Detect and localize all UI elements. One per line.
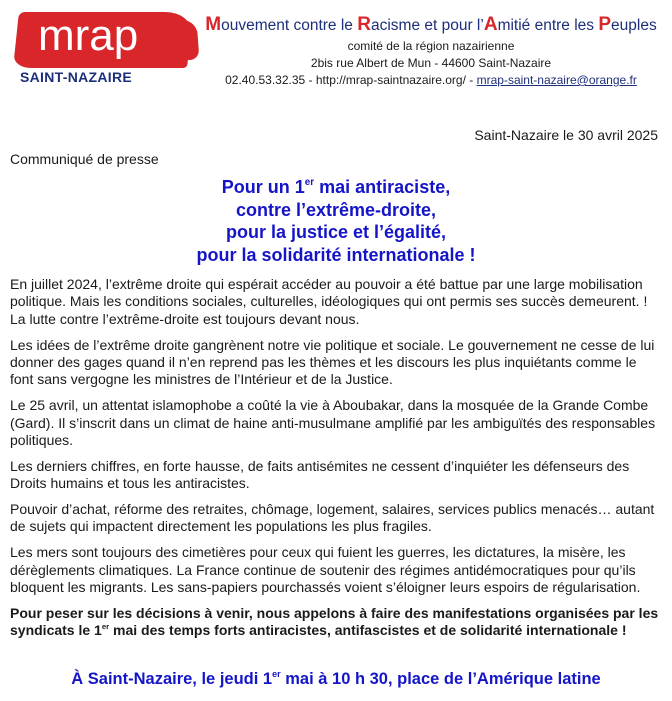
address-line: 2bis rue Albert de Mun - 44600 Saint-Nazaire xyxy=(310,56,552,70)
org-name-word: euples xyxy=(611,17,657,34)
logo-city: SAINT-NAZAIRE xyxy=(20,69,133,85)
contact-line xyxy=(196,73,666,87)
org-name-word: mitié entre les xyxy=(497,17,599,34)
paragraph: Les mers sont toujours des cimetières pour ceux qui fuient les guerres, les dictatures, la misère, les dérèglements climatiques. La France continue de soutenir des régimes antidémocratiques pour qu’ils bloquent les migrants. Les sans-papiers pourchassés voient s’éloigner leurs espoirs de régularisation. xyxy=(10,544,641,596)
contact-phone-website: 02.40.53.32.35 - http://mrap-saintnazaire.org/ - xyxy=(225,73,477,87)
org-name-initial: M xyxy=(205,14,222,35)
letterhead xyxy=(0,0,672,100)
call-superscript: er xyxy=(101,621,110,631)
headline-text: mai antiraciste, xyxy=(314,177,451,197)
mrap-logo xyxy=(14,6,194,90)
event-announcement xyxy=(0,670,672,689)
paragraph: Pouvoir d’achat, réforme des retraites, chômage, logement, salaires, services publics menacés… autant de sujets qui impactent directement les populations les plus fragiles. xyxy=(10,501,655,535)
headline-line-3: pour la justice et l’égalité, xyxy=(225,222,447,242)
committee-line: comité de la région nazairienne xyxy=(347,39,515,53)
document-date: Saint-Nazaire le 30 avril 2025 xyxy=(474,127,658,143)
press-release-label: Communiqué de presse xyxy=(10,151,159,167)
organization-info xyxy=(196,14,666,87)
call-text: Pour peser sur les décisions à venir, nous appelons à faire des manifestations organisées par les syndicats le 1 xyxy=(10,604,659,639)
logo-text: mrap xyxy=(38,11,139,60)
paragraph: Le 25 avril, un attentat islamophobe a coûté la vie à Aboubakar, dans la mosquée de la Grande Combe (Gard). Il s’inscrit dans un climat de haine anti-musulmane amplifié par les ambiguïtés des responsables politiques. xyxy=(10,397,656,449)
paragraph: Les idées de l’extrême droite gangrènent notre vie politique et sociale. Le gouvernement ne cesse de lui donner des gages quand il n’en reprend pas les thèmes et les discours les plus inquiétants comme le font sans vergogne les ministres de l’Intérieur et de la Justice. xyxy=(10,336,655,388)
org-name-word: acisme et pour l’ xyxy=(370,17,484,34)
body-text xyxy=(10,276,662,648)
org-name-initial: P xyxy=(598,14,612,35)
paragraph: Les derniers chiffres, en forte hausse, de faits antisémites ne cessent d’inquiéter les défenseurs des Droits humains et tous les antiracistes. xyxy=(10,457,630,492)
headline xyxy=(0,176,672,266)
headline-line-2: contre l’extrême-droite, xyxy=(235,199,437,220)
headline-text: Pour un 1 xyxy=(221,177,305,197)
paragraph: En juillet 2024, l’extrême droite qui espérait accéder au pouvoir a été battue par une large mobilisation politique. Mais les conditions sociales, culturelles, idéologiques qui ont permis ses succès demeurent. ! La lutte contre l’extrême-droite est toujours devant nous. xyxy=(10,276,648,327)
email-link[interactable]: mrap-saint-nazaire@orange.fr xyxy=(476,73,637,87)
headline-superscript: er xyxy=(304,177,315,189)
org-name-initial: R xyxy=(357,14,371,35)
organization-name xyxy=(196,14,666,36)
org-name-initial: A xyxy=(483,14,498,35)
headline-line-4: pour la solidarité internationale ! xyxy=(196,244,476,265)
event-text: mai à 10 h 30, place de l’Amérique latine xyxy=(280,670,601,688)
event-text: À Saint-Nazaire, le jeudi 1 xyxy=(71,670,273,688)
call-to-action xyxy=(10,605,662,640)
call-text: mai des temps forts antiracistes, antifascistes et de solidarité internationale ! xyxy=(109,622,627,639)
headline-line-1 xyxy=(0,176,672,199)
event-superscript: er xyxy=(272,668,281,679)
org-name-word: ouvement contre le xyxy=(221,17,358,34)
